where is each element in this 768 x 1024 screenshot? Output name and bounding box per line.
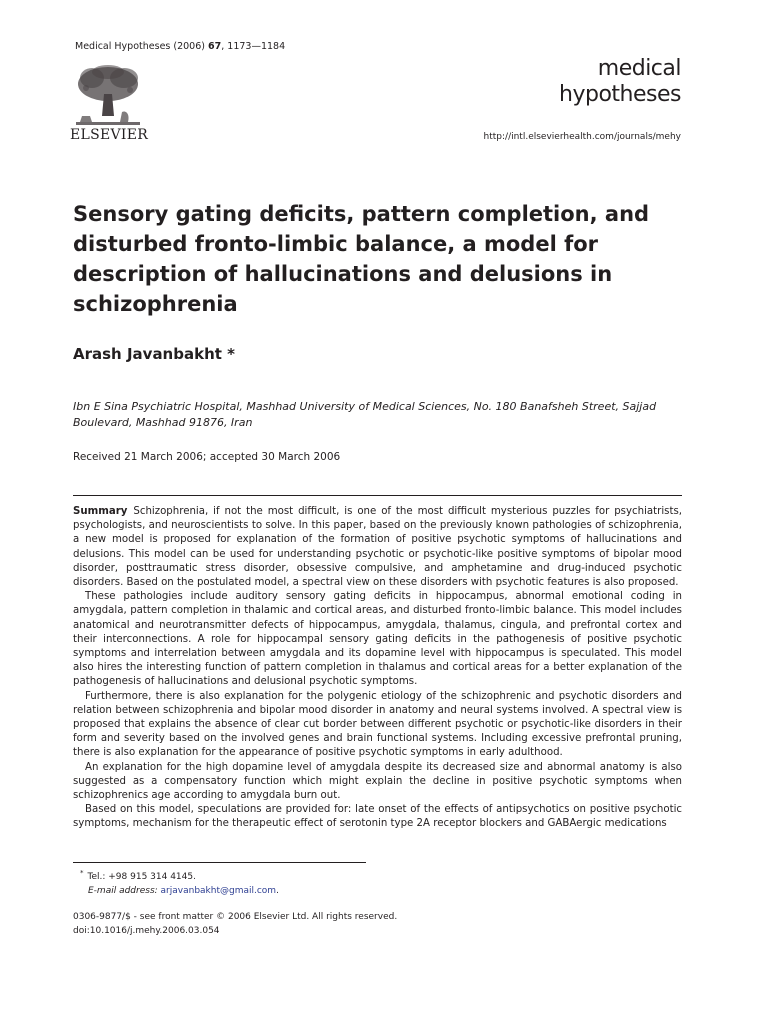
abstract-paragraph: Based on this model, speculations are provided for: late onset of the effects of antipsychotics on positive psychotic symptoms, mechanism for the therapeutic effect of serotonin type 2A receptor blockers and GABAergic medications xyxy=(73,804,682,830)
abstract-paragraph-text: Schizophrenia, if not the most difficult, is one of the most difficult mysterious puzzles for psychiatrists, psychologists, and neuroscientists to solve. In this paper, based on the previously known pathologies of schizophrenia, a new model is proposed for explanation of the formation of positive psychotic symptoms of hallucinations and delusions. This model can be used for understanding psychotic or psychotic-like positive symptoms of bipolar mood disorder, posttraumatic stress disorder, obsessive compulsive, and amphetamine and drug-induced psychotic disorders. Based on the postulated model, a spectral view on these disorders with psychotic features is also proposed. xyxy=(73,506,682,589)
journal-volume: 67 xyxy=(208,41,222,52)
email-suffix: . xyxy=(276,886,279,896)
doi-line: doi:10.1016/j.mehy.2006.03.054 xyxy=(73,926,220,936)
abstract-top-rule xyxy=(73,495,682,496)
footnote xyxy=(80,866,279,898)
footnote-tel xyxy=(80,866,279,884)
journal-url-link[interactable]: http://intl.elsevierhealth.com/journals/mehy xyxy=(483,132,681,142)
footnote-rule xyxy=(73,862,366,863)
abstract-paragraph: An explanation for the high dopamine level of amygdala despite its decreased size and abnormal anatomy is also suggested as a compensatory function which might explain the decline in positive psychotic symptoms when schizophrenics age according to amygdala burn out. xyxy=(73,761,682,802)
journal-brand-line2: hypotheses xyxy=(559,82,681,107)
copyright-line: 0306-9877/$ - see front matter © 2006 Elsevier Ltd. All rights reserved. xyxy=(73,912,398,922)
copyright xyxy=(73,910,397,938)
abstract-paragraph xyxy=(73,505,682,590)
author-affiliation: Ibn E Sina Psychiatric Hospital, Mashhad University of Medical Sciences, No. 180 Banafsheh Street, Sajjad Boulevard, Mashhad 91876, Iran xyxy=(73,400,657,429)
email-link[interactable]: arjavanbakht@gmail.com xyxy=(160,886,277,896)
article-dates: Received 21 March 2006; accepted 30 March 2006 xyxy=(73,451,341,463)
abstract-paragraph: Furthermore, there is also explanation for the polygenic etiology of the schizophrenic and psychotic disorders and relation between schizophrenia and bipolar mood disorder in anatomy and neural systems involved. A spectral view is proposed that explains the absence of clear cut border between different psychotic or psychotic-like disorders in their form and severity based on the involved genes and brain functional systems. Including excessive prefrontal pruning, there is also explanation for the appearance of positive psychotic symptoms in early adulthood. xyxy=(73,690,682,759)
footnote-tel-text: Tel.: +98 915 314 4145. xyxy=(87,872,196,882)
article-author: Arash Javanbakht * xyxy=(73,345,235,363)
journal-pages: , 1173—1184 xyxy=(221,41,286,52)
article-title: Sensory gating deficits, pattern completion, and disturbed fronto-limbic balance, a model for description of hallucinations and delusions in schizophrenia xyxy=(73,202,650,316)
summary-label: Summary xyxy=(73,506,128,517)
footnote-email xyxy=(80,884,279,898)
footnote-marker: * xyxy=(80,869,84,877)
abstract xyxy=(73,505,682,832)
email-label: E-mail address: xyxy=(88,886,158,896)
publisher-name: ELSEVIER xyxy=(70,127,149,143)
journal-citation-prefix: Medical Hypotheses (2006) xyxy=(75,41,208,52)
journal-brand xyxy=(559,56,681,108)
journal-citation xyxy=(75,41,285,52)
abstract-paragraph: These pathologies include auditory sensory gating deficits in hippocampus, abnormal emotional coding in amygdala, pattern completion in thalamic and cortical areas, and disturbed fronto-limbic balance. This model includes anatomical and neurotransmitter defects of hippocampus, amygdala, thalamus, cingula, and prefrontal cortex and their interconnections. A role for hippocampal sensory gating deficits in the pathogenesis of positive psychotic symptoms and interrelation between amygdala and its dopamine level with hippocampus is speculated. This model also hires the interesting function of pattern completion in thalamus and cortical areas for a better explanation of the pathogenesis of hallucinations and delusional psychotic symptoms. xyxy=(73,591,682,688)
journal-brand-line1: medical xyxy=(597,56,681,81)
